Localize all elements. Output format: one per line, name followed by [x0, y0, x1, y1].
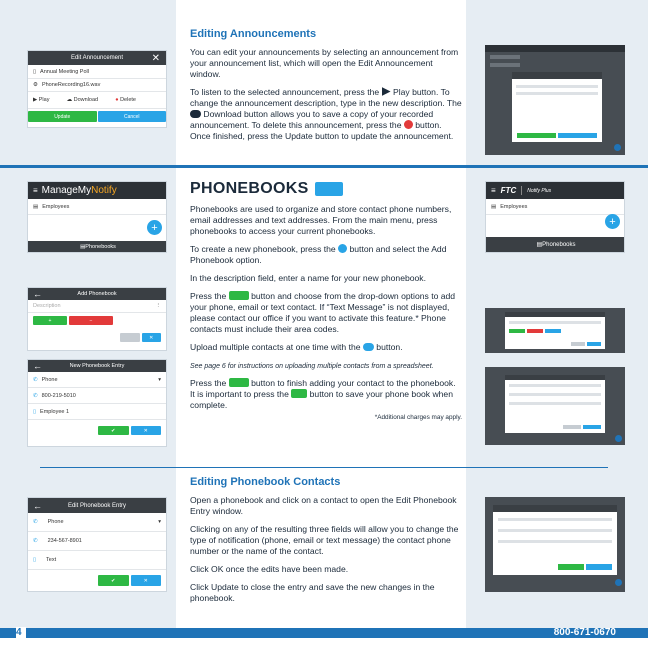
dialog-field [498, 529, 612, 532]
paragraph: You can edit your announcements by selecting an announcement from your announcement list, which will open the Edit Announcement window. [190, 47, 459, 79]
paragraph: Press the button to finish adding your contact to the phonebook. It is important to press the button to save your phone book when complete. [190, 378, 456, 410]
paragraph: Upload multiple contacts at one time with the button. [190, 342, 403, 352]
cancel-button[interactable]: ✕ [142, 333, 162, 342]
app-screenshot-edit-entry [485, 497, 625, 592]
window-title: Edit Phonebook Entry [67, 502, 127, 509]
chevron-down-icon: ▾ [158, 519, 161, 525]
play-icon [382, 87, 391, 96]
window-titlebar [28, 498, 166, 513]
cancel-button[interactable] [583, 425, 601, 429]
app-topbar [485, 45, 625, 52]
add-contact-button[interactable]: + [33, 316, 67, 325]
dialog-titlebar [493, 505, 617, 512]
paragraph: To listen to the selected announcement, press the Play button. To change the announcement description, type in the new description. The Download button allows you to save a copy of your recorded announcement. To delete this announcement, press the button. Once finished, press the Update button to update the announcement. [190, 87, 462, 141]
app-screenshot-edit-announcement [485, 45, 625, 155]
document-icon: ▯ [33, 68, 37, 75]
check-icon [229, 378, 249, 387]
separator [521, 186, 522, 195]
paragraph: Click Update to close the entry and save the new changes in the phonebook. [190, 582, 435, 603]
phone-icon: ✆ [33, 519, 38, 525]
phone-icon: ✆ [33, 376, 38, 383]
field-value: Annual Meeting Poll [40, 68, 89, 75]
dialog-field [509, 384, 601, 387]
section-title: Editing Announcements [190, 28, 317, 40]
paragraph: Press the button and choose from the drop-down options to add your phone, email or text contact. If “Text Message” is not displayed, please contact our office if you want to activate this feature.* Phone contacts must include their area codes. [190, 291, 456, 334]
footer-buttons [28, 420, 166, 435]
paragraph: To create a new phonebook, press the button and select the Add Phonebook option. [190, 244, 447, 265]
dialog-field [509, 393, 601, 396]
list-item [490, 55, 520, 59]
managemy-phonebooks-window [27, 181, 167, 253]
list-item [490, 63, 520, 67]
play-button[interactable]: ▶ Play [33, 97, 50, 103]
back-arrow-icon[interactable]: ← [33, 289, 42, 299]
description-field[interactable] [28, 65, 166, 79]
section-divider [0, 165, 648, 168]
phonebooks-section [190, 180, 462, 421]
name-field[interactable] [28, 551, 166, 570]
list-icon: ▤ [33, 203, 39, 210]
edit-phonebook-entry-window [27, 497, 167, 592]
upload-button[interactable] [527, 329, 543, 333]
phonebooks-tab[interactable]: ▤ Phonebooks [28, 241, 167, 252]
window-titlebar [28, 360, 166, 372]
section-title: PHONEBOOKS [190, 180, 462, 198]
upload-cloud-icon [363, 343, 374, 351]
save-phonebook-icon [291, 389, 307, 398]
editing-announcements-section [190, 28, 462, 149]
footer-buttons [28, 328, 166, 342]
window-title: Add Phonebook [77, 291, 117, 297]
brand-logo: FTC [500, 186, 517, 195]
download-button[interactable]: ☁ Download [66, 97, 99, 103]
dialog [493, 505, 617, 575]
brand-logo: ManageMyNotify [41, 185, 117, 196]
placeholder-text: Description [33, 303, 61, 309]
window-title: Edit Announcement [70, 55, 124, 61]
app-header [486, 182, 624, 199]
add-contact-icon [229, 291, 249, 300]
cancel-button[interactable]: Cancel [98, 111, 167, 122]
ok-button[interactable] [563, 425, 581, 429]
plus-icon [338, 244, 347, 253]
dialog-footer [558, 564, 612, 570]
phonebooks-tab[interactable]: ▤ Phonebooks [486, 237, 625, 252]
field-value: PhoneRecording16.wav [41, 82, 101, 88]
dialog-titlebar [505, 312, 605, 317]
item-label: Employees [500, 203, 528, 210]
ok-button[interactable]: ✔ [98, 575, 129, 586]
select-value: Phone [41, 376, 58, 383]
cancel-button[interactable]: ✕ [131, 426, 162, 435]
save-button[interactable] [120, 333, 140, 342]
app-screenshot-new-entry [485, 367, 625, 445]
app-screenshot-add-phonebook [485, 308, 625, 353]
dialog-field [498, 540, 612, 543]
action-row [28, 92, 166, 109]
cancel-button[interactable]: ✕ [131, 575, 162, 586]
dialog-field [498, 518, 612, 521]
footer-buttons [28, 570, 166, 586]
add-phonebook-window [27, 287, 167, 351]
window-titlebar [28, 288, 166, 300]
gear-icon: ⚙ [33, 82, 38, 88]
number-field[interactable] [28, 388, 166, 404]
upload-button[interactable]: − [69, 316, 113, 325]
dialog-titlebar [505, 375, 605, 380]
file-field [28, 79, 166, 92]
phone-icon: ✆ [33, 538, 38, 544]
field-value: 234-567-8901 [47, 538, 82, 544]
dialog-field [509, 321, 601, 324]
delete-icon [404, 120, 413, 129]
edit-announcement-window [27, 50, 167, 128]
list-icon: ▤ [491, 203, 497, 210]
type-select[interactable] [28, 372, 166, 388]
ok-button[interactable]: ✔ [98, 426, 129, 435]
menu-icon[interactable]: ≡ [491, 186, 496, 195]
field-value: Text [46, 557, 57, 563]
back-arrow-icon[interactable]: ← [33, 361, 42, 371]
dialog-buttons [509, 329, 601, 333]
paragraph: See page 6 for instructions on uploading multiple contacts from a spreadsheet. [190, 363, 434, 370]
phonebook-icon [315, 182, 343, 196]
type-select[interactable] [28, 513, 166, 532]
paragraph: Click OK once the edits have been made. [190, 564, 349, 574]
dialog [505, 312, 605, 349]
paragraph: Phonebooks are used to organize and store contact phone numbers, email addresses and text addresses. From the main menu, press phonebooks to access your current phonebooks. [190, 204, 452, 236]
add-button[interactable]: + [147, 220, 162, 235]
section-rule [40, 467, 608, 468]
item-label: Employees [42, 203, 70, 210]
dialog-field [516, 85, 598, 88]
select-value: Phone [47, 519, 64, 525]
footnote: *Additional charges may apply. [374, 414, 462, 421]
brand-subtitle: Notify Plus [527, 187, 552, 194]
dialog-footer [571, 342, 601, 346]
document-icon: ▯ [33, 408, 37, 415]
footer-buttons [28, 109, 166, 122]
cancel-button[interactable] [586, 564, 612, 570]
contact-buttons [28, 313, 166, 328]
fab-button[interactable] [614, 144, 621, 151]
cancel-button[interactable] [558, 133, 597, 138]
ok-button[interactable] [558, 564, 584, 570]
dialog [512, 72, 602, 142]
window-title: New Phonebook Entry [69, 363, 125, 369]
download-cloud-icon [190, 110, 201, 118]
dialog-buttons [517, 133, 597, 138]
fab-button[interactable] [615, 435, 622, 442]
phone-icon: ✆ [33, 392, 38, 399]
phonebook-item[interactable] [486, 199, 624, 215]
dialog-field [509, 402, 601, 405]
phonebook-item[interactable] [28, 199, 166, 215]
window-titlebar [28, 51, 166, 65]
dialog [505, 375, 605, 433]
description-input[interactable] [28, 300, 166, 313]
ftc-phonebooks-window [485, 181, 625, 253]
import-button[interactable] [545, 329, 561, 333]
fab-button[interactable] [615, 579, 622, 586]
field-value: Employee 1 [40, 408, 70, 415]
paragraph: Clicking on any of the resulting three fields will allow you to change the type of notification (phone, email or text message) the contact phone number or the name of the contact. [190, 524, 459, 556]
update-button[interactable] [517, 133, 556, 138]
back-arrow-icon[interactable]: ← [33, 500, 42, 511]
dialog-titlebar [512, 72, 602, 79]
name-field[interactable] [28, 404, 166, 420]
editing-contacts-section [190, 476, 462, 611]
number-field[interactable] [28, 532, 166, 551]
app-header [28, 182, 166, 199]
add-button[interactable]: + [605, 214, 620, 229]
page-number: 4 [16, 627, 26, 638]
section-title: Editing Phonebook Contacts [190, 476, 341, 488]
save-button[interactable] [571, 342, 585, 346]
footer-bar [0, 628, 648, 638]
document-icon: ▯ [33, 557, 37, 563]
chevron-down-icon: ▾ [158, 376, 161, 383]
menu-icon[interactable]: ≡ [33, 186, 38, 195]
footer-phone: 800-671-0670 [553, 627, 616, 638]
new-phonebook-entry-window [27, 359, 167, 447]
add-contact-button[interactable] [509, 329, 525, 333]
paragraph: Open a phonebook and click on a contact to open the Edit Phonebook Entry window. [190, 495, 457, 516]
field-value: 800-219-5010 [41, 392, 76, 399]
close-icon[interactable]: ✕ [151, 52, 160, 64]
more-icon[interactable]: ⋮ [155, 303, 161, 309]
paragraph: In the description field, enter a name for your new phonebook. [190, 273, 426, 283]
delete-button[interactable]: ● Delete [115, 97, 136, 103]
dialog-footer [563, 425, 601, 429]
cancel-button[interactable] [587, 342, 601, 346]
update-button[interactable]: Update [28, 111, 97, 122]
dialog-field [516, 92, 598, 95]
